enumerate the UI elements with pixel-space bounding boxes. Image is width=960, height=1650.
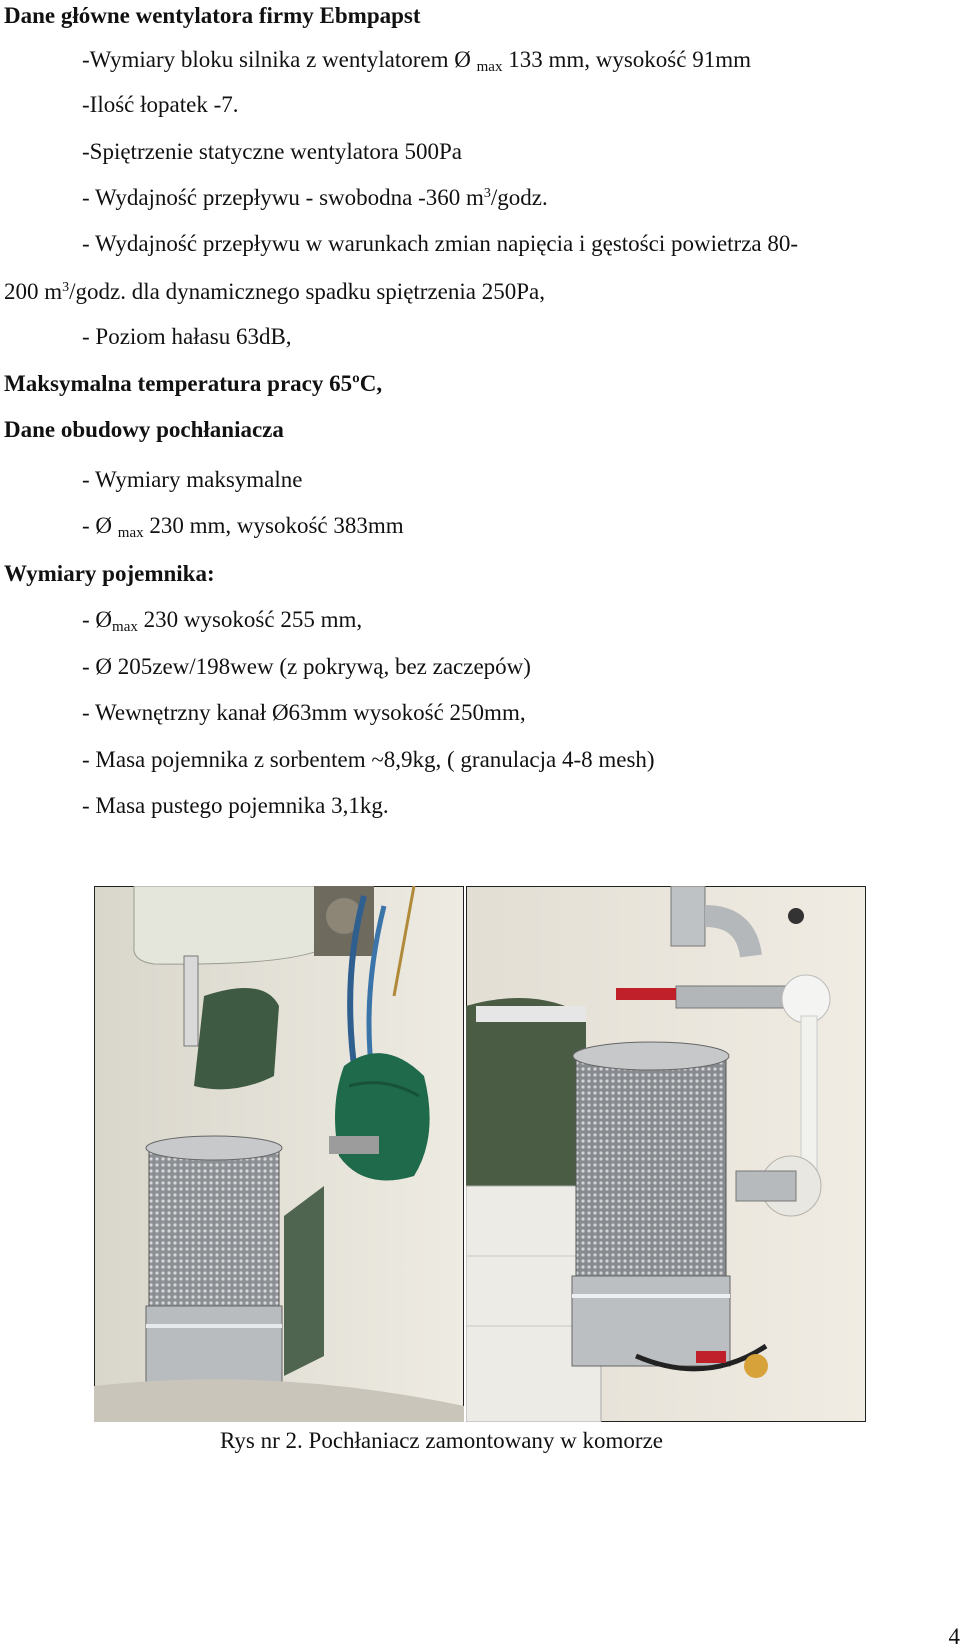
max-temperature: Maksymalna temperatura pracy 65ºC, xyxy=(4,372,382,395)
variable-flow-line-2 xyxy=(4,280,545,303)
photo-absorber-right xyxy=(466,886,866,1422)
heading-fan: Dane główne wentylatora firmy Ebmpapst xyxy=(4,4,421,27)
variable-flow-sup: 3 xyxy=(62,280,69,295)
container-mass-full: - Masa pojemnika z sorbentem ~8,9kg, ( granulacja 4-8 mesh) xyxy=(82,748,655,771)
fan-dims-sub: max xyxy=(477,59,503,75)
variable-flow-line-1: - Wydajność przepływu w warunkach zmian napięcia i gęstości powietrza 80- xyxy=(82,232,798,255)
container-channel: - Wewnętrzny kanał Ø63mm wysokość 250mm, xyxy=(82,701,526,724)
fan-dimensions xyxy=(82,48,751,75)
figure-caption: Rys nr 2. Pochłaniacz zamontowany w komorze xyxy=(220,1428,663,1454)
fan-dims-text-2: 133 mm, wysokość 91mm xyxy=(502,47,751,72)
fan-dims-text: -Wymiary bloku silnika z wentylatorem Ø xyxy=(82,47,477,72)
housing-dimensions xyxy=(82,514,404,541)
housing-dims-label: - Wymiary maksymalne xyxy=(82,468,302,491)
housing-dims-text-2: 230 mm, wysokość 383mm xyxy=(144,513,404,538)
page-number: 4 xyxy=(949,1624,960,1650)
free-flow xyxy=(82,186,548,209)
variable-flow-text: 200 m xyxy=(4,279,62,304)
photo-right-drawing xyxy=(466,886,866,1422)
container-dia-text-2: 230 wysokość 255 mm, xyxy=(138,607,362,632)
container-mass-empty: - Masa pustego pojemnika 3,1kg. xyxy=(82,794,389,817)
container-ext-int: - Ø 205zew/198wew (z pokrywą, bez zaczepów) xyxy=(82,655,531,678)
free-flow-text: - Wydajność przepływu - swobodna -360 m xyxy=(82,185,484,210)
free-flow-sup: 3 xyxy=(484,186,491,201)
photo-absorber-left xyxy=(94,886,464,1422)
blade-count: -Ilość łopatek -7. xyxy=(82,93,238,116)
variable-flow-text-2: /godz. dla dynamicznego spadku spiętrzenia 250Pa, xyxy=(69,279,545,304)
noise-level: - Poziom hałasu 63dB, xyxy=(82,325,292,348)
heading-container: Wymiary pojemnika: xyxy=(4,562,215,585)
container-dia-text: - Ø xyxy=(82,607,112,632)
housing-dims-sub: max xyxy=(118,525,144,541)
container-dia-sub: max xyxy=(112,619,138,635)
free-flow-unit: /godz. xyxy=(491,185,548,210)
heading-housing: Dane obudowy pochłaniacza xyxy=(4,418,284,441)
housing-dims-text: - Ø xyxy=(82,513,118,538)
photo-left-drawing xyxy=(94,886,464,1422)
container-diameter xyxy=(82,608,362,635)
static-pressure: -Spiętrzenie statyczne wentylatora 500Pa xyxy=(82,140,462,163)
